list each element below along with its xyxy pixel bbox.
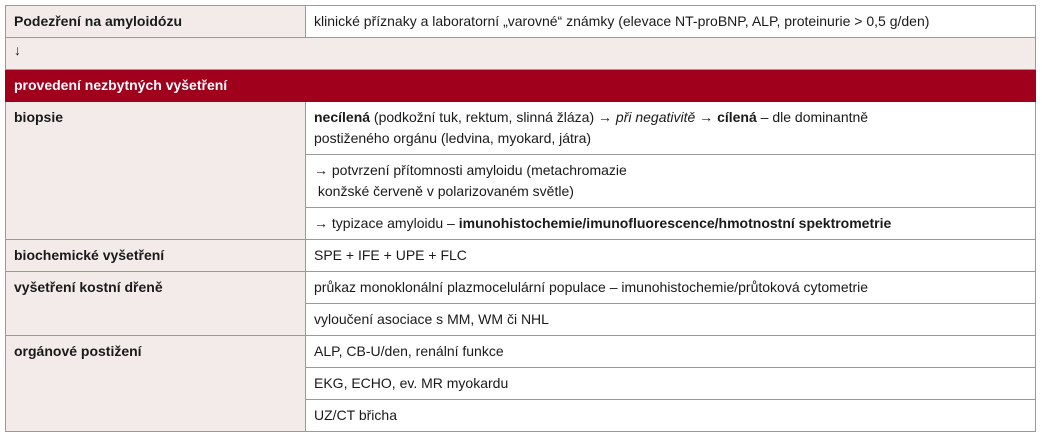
down-arrow-icon: ↓ — [6, 38, 1036, 70]
marrow-value-1: průkaz monoklonální plazmocelulární populace – imunohistochemie/průtoková cytometrie — [306, 272, 1036, 304]
marrow-value-2: vyloučení asociace s MM, WM či NHL — [306, 304, 1036, 336]
amyloid-typing-methods: imunohistochemie/imunofluorescence/hmotnostní spektrometrie — [458, 215, 892, 231]
organ-label: orgánové postižení — [6, 336, 306, 432]
biopsy-row-1 — [6, 102, 1036, 155]
section-header-row — [6, 70, 1036, 102]
organ-value-3: UZ/CT břicha — [306, 400, 1036, 432]
targeted-text: – dle dominantně — [756, 109, 869, 125]
arrow-text: → — [695, 109, 718, 125]
biopsy-label: biopsie — [6, 102, 306, 240]
targeted-organs: postiženého orgánu (ledvina, myokard, játra) — [314, 130, 592, 146]
amyloid-confirmation-line1: → potvrzení přítomnosti amyloidu (metachromazie — [314, 162, 627, 178]
organ-row-1 — [6, 336, 1036, 368]
diagnostic-table — [5, 5, 1036, 432]
suspicion-row — [6, 6, 1036, 38]
organ-value-2: EKG, ECHO, ev. MR myokardu — [306, 368, 1036, 400]
untargeted-sites: (podkožní tuk, rektum, slinná žláza) → — [370, 109, 616, 125]
suspicion-value: klinické příznaky a laboratorní „varovné“ známky (elevace NT-proBNP, ALP, proteinurie > 0,5 g/den) — [306, 6, 1036, 38]
section-title: provedení nezbytných vyšetření — [6, 70, 1036, 102]
amyloid-confirmation-line2: konžské červeně v polarizovaném světle) — [314, 183, 574, 199]
suspicion-label: Podezření na amyloidózu — [6, 6, 306, 38]
biochem-label: biochemické vyšetření — [6, 240, 306, 272]
amyloid-typing-cell — [306, 208, 1036, 240]
marrow-label: vyšetření kostní dřeně — [6, 272, 306, 336]
marrow-row-1 — [6, 272, 1036, 304]
amyloid-confirmation-cell — [306, 155, 1036, 208]
organ-value-1: ALP, CB-U/den, renální funkce — [306, 336, 1036, 368]
biopsy-method-cell — [306, 102, 1036, 155]
untargeted-label: necílená — [314, 109, 371, 125]
arrow-row — [6, 38, 1036, 70]
amyloid-typing-text: → typizace amyloidu – — [314, 215, 459, 231]
if-negative-text: při negativitě — [615, 109, 696, 125]
targeted-label: cílená — [717, 109, 757, 125]
biochem-value: SPE + IFE + UPE + FLC — [306, 240, 1036, 272]
biochem-row — [6, 240, 1036, 272]
